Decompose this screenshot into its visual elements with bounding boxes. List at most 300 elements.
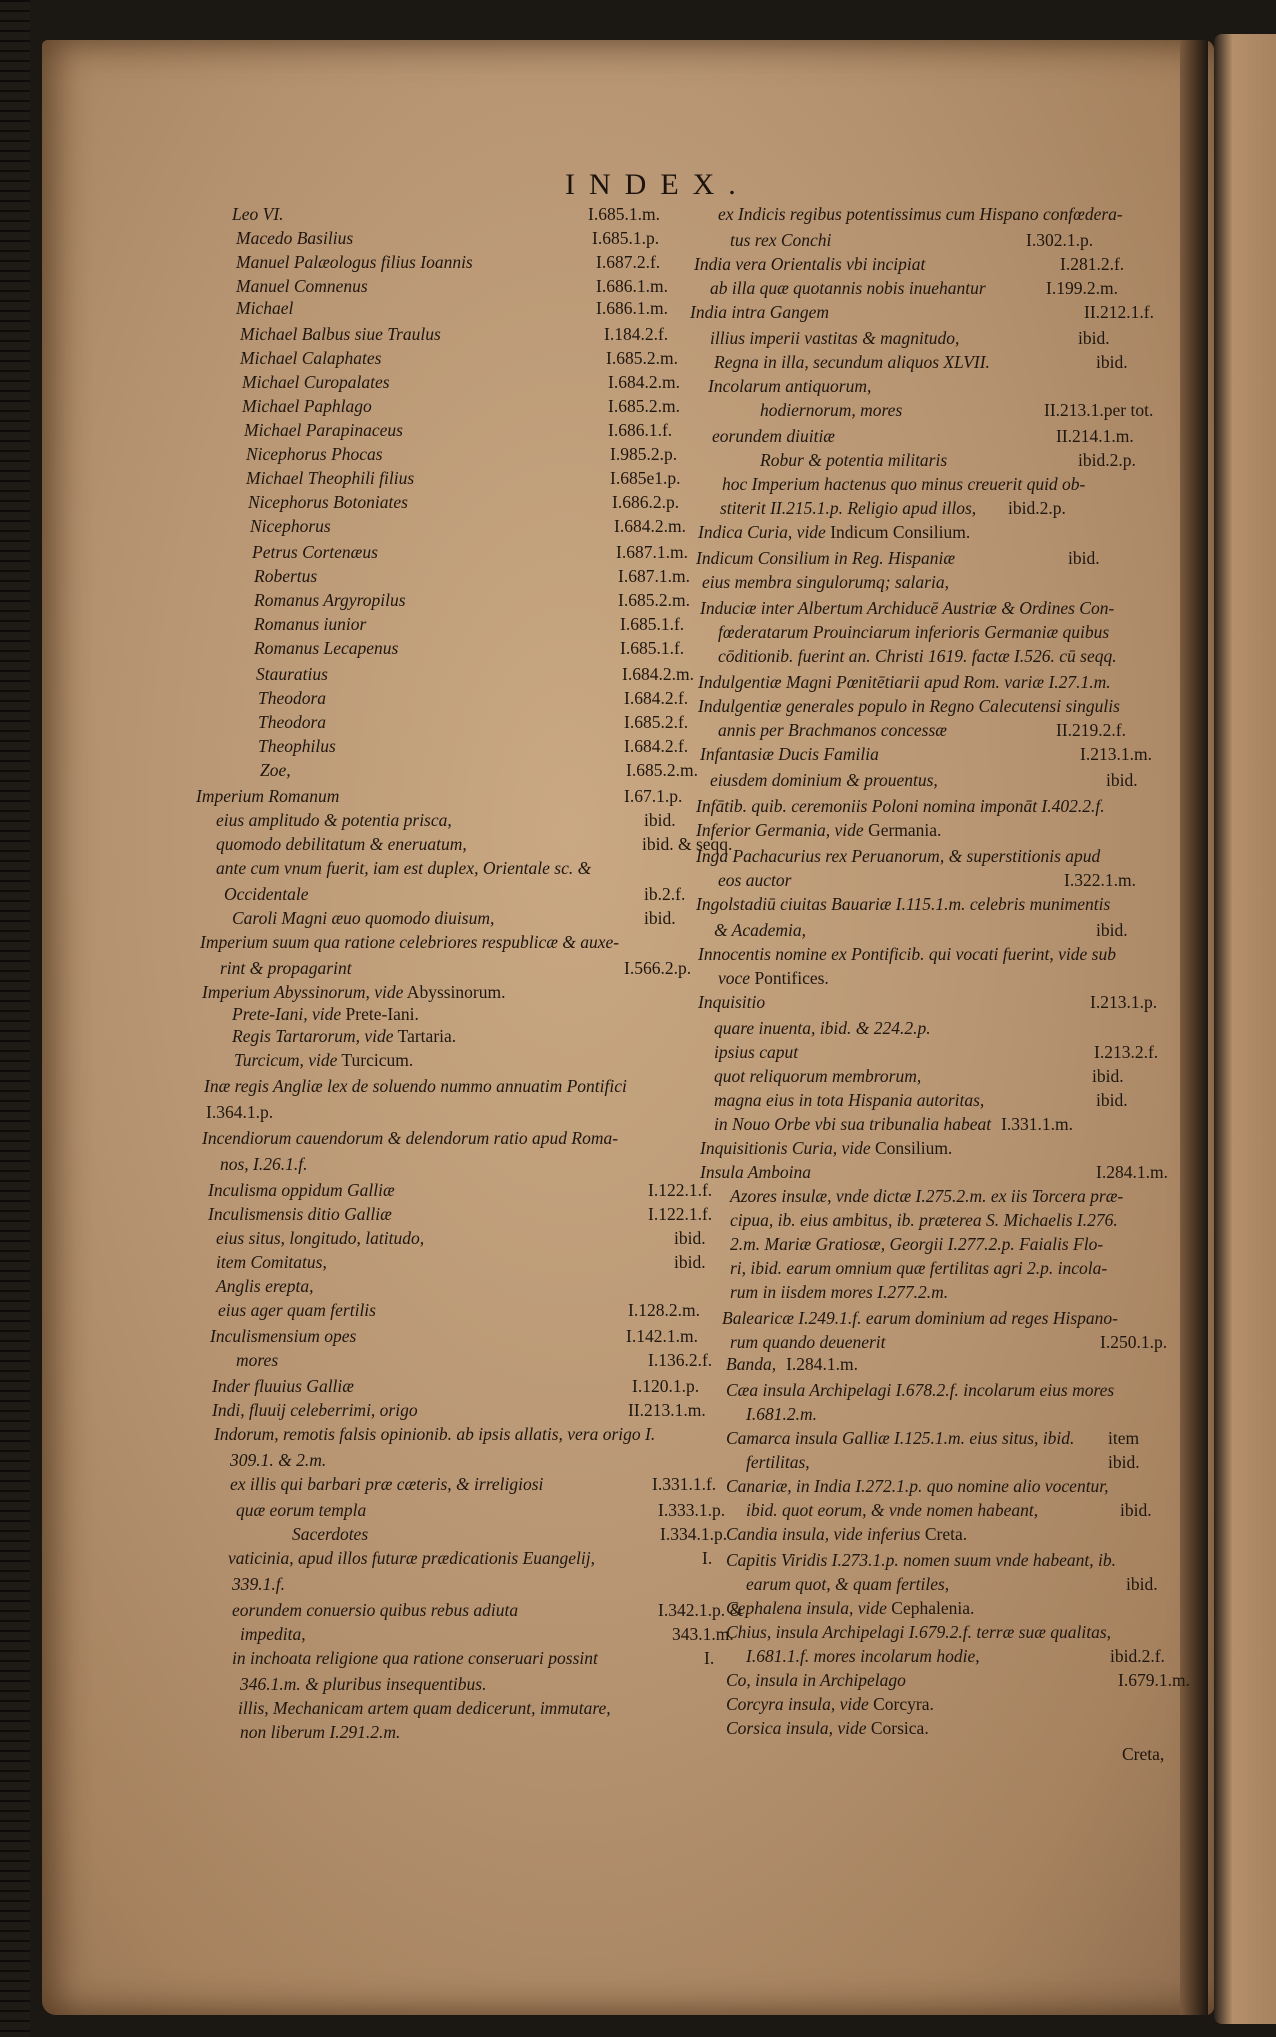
entry-page-ref: I.685e1.p. — [610, 468, 681, 488]
entry-text: Romanus Lecapenus — [254, 638, 399, 658]
index-entry — [696, 796, 1105, 816]
entry-text: Robertus — [254, 566, 318, 586]
index-entry — [700, 1138, 952, 1158]
entry-text: Macedo Basilius — [236, 228, 354, 248]
entry-page-ref: I.250.1.p. — [1100, 1332, 1168, 1352]
entry-page-ref: ibid. — [1120, 1500, 1152, 1520]
entry-page-ref: ibid.2.f. — [1110, 1646, 1165, 1666]
index-entry — [236, 1500, 726, 1520]
entry-text: Co, insula in Archipelago — [726, 1670, 906, 1690]
entry-text: Zoe, — [260, 760, 291, 780]
entry-text: item Comitatus, — [216, 1252, 327, 1272]
index-entry — [248, 492, 680, 512]
entry-text: vaticinia, apud illos futuræ prædicationis Euangelij, — [228, 1548, 596, 1568]
entry-text: Michael Paphlago — [242, 396, 372, 416]
index-entry — [730, 1234, 1103, 1254]
index-entry — [698, 992, 1158, 1012]
entry-text: Canariæ, in India I.272.1.p. quo nomine alio vocentur, — [726, 1476, 1109, 1496]
index-entry — [700, 598, 1114, 618]
entry-text: Manuel Comnenus — [236, 276, 368, 296]
entry-text: Incendiorum cauendorum & delendorum ratio apud Roma- — [202, 1128, 619, 1148]
entry-text: Indica Curia, vide — [698, 522, 826, 542]
index-entry — [224, 884, 686, 904]
entry-text: cipua, ib. eius ambitus, ib. præterea S. Michaelis I.276. — [730, 1210, 1118, 1230]
index-entry — [240, 1722, 400, 1742]
index-entry — [718, 870, 1136, 890]
entry-text: quæ eorum templa — [236, 1500, 367, 1520]
index-entry — [230, 1474, 717, 1494]
index-entry — [236, 252, 661, 272]
entry-cross-reference: Pontifices. — [750, 968, 829, 988]
entry-page-ref: I.685.2.m. — [606, 348, 678, 368]
entry-text: Manuel Palæologus filius Ioannis — [236, 252, 473, 272]
index-entry — [718, 646, 1117, 666]
entry-page-ref: I.685.2.m. — [626, 760, 698, 780]
entry-text: eius amplitudo & potentia prisca, — [216, 810, 452, 830]
entry-page-ref: I.685.2.m. — [618, 590, 690, 610]
entry-text: ibid. quot eorum, & vnde nomen habeant, — [746, 1500, 1039, 1520]
index-entry — [214, 1424, 655, 1444]
entry-page-ref: I.281.2.f. — [1060, 254, 1125, 274]
entry-text: annis per Brachmanos concessæ — [718, 720, 947, 740]
entry-text: illis, Mechanicam artem quam dedicerunt, immutare, — [238, 1698, 611, 1718]
entry-text: Candia insula, vide inferius — [726, 1524, 921, 1544]
entry-text: Michael Theophili filius — [246, 468, 415, 488]
index-entry — [746, 1404, 817, 1424]
index-entry — [228, 1548, 713, 1568]
entry-text: Cæa insula Archipelagi I.678.2.f. incolarum eius mores — [726, 1380, 1115, 1400]
entry-text: Theophilus — [258, 736, 336, 756]
index-entry — [746, 1452, 1140, 1472]
entry-cross-reference: Indicum Consilium. — [825, 522, 971, 542]
entry-page-ref: II.213.1.m. — [628, 1400, 706, 1420]
entry-text: eius situs, longitudo, latitudo, — [216, 1228, 425, 1248]
entry-text: Regna in illa, secundum aliquos XLVII. — [714, 352, 990, 372]
entry-text: Insula Amboina — [700, 1162, 811, 1182]
entry-text: Induciæ inter Albertum Archiducē Austriæ & Ordines Con- — [700, 598, 1115, 618]
index-entry — [746, 1500, 1152, 1520]
entry-text: eius ager quam fertilis — [218, 1300, 376, 1320]
entry-page-ref: I.213.2.f. — [1094, 1042, 1159, 1062]
entry-text: Michael Calaphates — [240, 348, 382, 368]
index-entry — [730, 1258, 1107, 1278]
entry-text: Michael Parapinaceus — [244, 420, 403, 440]
entry-page-ref: ibid.2.p. — [1078, 450, 1136, 470]
index-entry — [726, 1428, 1140, 1448]
index-entry — [258, 688, 689, 708]
entry-page-ref: ibid. — [644, 908, 676, 928]
entry-page-ref: ibid. & seqq. — [642, 834, 733, 854]
index-entry — [710, 278, 1118, 298]
index-entry — [698, 696, 1120, 716]
index-entry — [714, 1018, 931, 1038]
index-entry — [726, 1670, 1190, 1690]
index-entry — [708, 376, 871, 396]
index-entry — [202, 982, 506, 1002]
entry-cross-reference: Consilium. — [870, 1138, 953, 1158]
entry-text: Nicephorus Phocas — [246, 444, 383, 464]
entry-text: mores — [236, 1350, 279, 1370]
entry-text: Nicephorus — [250, 516, 331, 536]
index-entry — [730, 1282, 948, 1302]
entry-text: Incolarum antiquorum, — [708, 376, 872, 396]
index-entry — [212, 1376, 700, 1396]
entry-text: Corsica insula, vide — [726, 1718, 867, 1738]
index-entry — [240, 348, 678, 368]
entry-page-ref: I.342.1.p. & — [658, 1600, 744, 1620]
entry-text: Caroli Magni æuo quomodo diuisum, — [232, 908, 495, 928]
entry-text: Theodora — [258, 712, 327, 732]
entry-page-ref: I.687.1.m. — [616, 542, 688, 562]
entry-text: rint & propagarint — [220, 958, 352, 978]
entry-page-ref: ibid. — [1078, 328, 1110, 348]
index-entry — [232, 908, 676, 928]
entry-cross-reference: I.364.1.p. — [206, 1102, 274, 1122]
entry-text: ex Indicis regibus potentissimus cum Hispano confœdera- — [718, 204, 1123, 224]
index-entry — [216, 810, 676, 830]
index-entry — [726, 1524, 967, 1544]
entry-page-ref: item — [1108, 1428, 1140, 1448]
entry-text: I.681.2.m. — [746, 1404, 817, 1424]
index-entry — [698, 672, 1111, 692]
index-entry — [722, 1308, 1118, 1328]
index-entry — [746, 1646, 1165, 1666]
index-entry — [696, 548, 1100, 568]
index-entry — [236, 228, 660, 248]
entry-page-ref: I.566.2.p. — [624, 958, 692, 978]
entry-text: Inæ regis Angliæ lex de soluendo nummo annuatim Pontifici — [204, 1076, 627, 1096]
index-entry — [714, 1090, 1128, 1110]
entry-text: voce — [718, 968, 751, 988]
index-entry — [240, 1674, 486, 1694]
entry-text: Indulgentiæ Magni Pœnitētiarii apud Rom. variæ I.27.1.m. — [698, 672, 1111, 692]
entry-cross-reference: Corcyra. — [868, 1694, 934, 1714]
index-entry — [246, 444, 678, 464]
index-entry — [216, 1228, 706, 1248]
index-entry — [216, 858, 591, 878]
entry-page-ref: I.199.2.m. — [1046, 278, 1118, 298]
entry-text: Chius, insula Archipelagi I.679.2.f. terræ suæ qualitas, — [726, 1622, 1112, 1642]
entry-text: Inferior Germania, vide — [696, 820, 864, 840]
entry-text: Balearicæ I.249.1.f. earum dominium ad reges Hispano- — [722, 1308, 1118, 1328]
index-entry — [730, 1332, 1168, 1352]
entry-text: Michael — [236, 298, 294, 318]
entry-text: nos, I.26.1.f. — [220, 1154, 308, 1174]
entry-page-ref: I.686.1.f. — [608, 420, 673, 440]
entry-text: hoc Imperium hactenus quo minus creuerit quid ob- — [722, 474, 1086, 494]
entry-text: Romanus iunior — [254, 614, 367, 634]
index-entry — [710, 328, 1110, 348]
index-entry — [696, 846, 1100, 866]
entry-page-ref: I.122.1.f. — [648, 1180, 713, 1200]
index-entry — [230, 1450, 326, 1470]
entry-text: Anglis erepta, — [216, 1276, 314, 1296]
entry-text: Indi, fluuij celeberrimi, origo — [212, 1400, 418, 1420]
entry-page-ref: I. — [702, 1548, 713, 1568]
entry-text: eorundem conuersio quibus rebus adiuta — [232, 1600, 519, 1620]
entry-text: Inga Pachacurius rex Peruanorum, & superstitionis apud — [696, 846, 1101, 866]
entry-text: Stauratius — [256, 664, 328, 684]
entry-page-ref: I.302.1.p. — [1026, 230, 1094, 250]
entry-text: Inculismensium opes — [210, 1326, 357, 1346]
index-entry — [240, 324, 669, 344]
entry-text: Indicum Consilium in Reg. Hispaniæ — [696, 548, 956, 568]
index-entry — [698, 522, 970, 542]
index-entry — [232, 1574, 285, 1594]
index-entry — [726, 1380, 1114, 1400]
index-entry — [216, 834, 733, 854]
index-entry — [718, 720, 1126, 740]
entry-page-ref: I.985.2.p. — [610, 444, 678, 464]
entry-page-ref: I.322.1.m. — [1064, 870, 1136, 890]
entry-text: Cephalena insula, vide — [726, 1598, 887, 1618]
entry-text: quot reliquorum membrorum, — [714, 1066, 922, 1086]
index-entry — [208, 1204, 713, 1224]
entry-text: Robur & potentia militaris — [760, 450, 948, 470]
entry-text: Inder fluuius Galliæ — [212, 1376, 354, 1396]
index-entry — [760, 400, 1154, 420]
index-entry — [726, 1694, 934, 1714]
next-page-edge — [1214, 34, 1276, 2024]
entry-page-ref: II.219.2.f. — [1056, 720, 1126, 740]
entry-text: Imperium Romanum — [196, 786, 340, 806]
entry-page-ref: I.142.1.m. — [626, 1326, 698, 1346]
index-entry — [212, 1400, 706, 1420]
index-entry — [730, 1186, 1123, 1206]
index-entry — [698, 944, 1116, 964]
entry-text: impedita, — [240, 1624, 306, 1644]
entry-text: Imperium suum qua ratione celebriores respublicæ & auxe- — [200, 932, 620, 952]
entry-cross-reference: Abyssinorum. — [403, 982, 506, 1002]
index-entry — [694, 254, 1125, 274]
entry-page-ref: I.334.1.p. — [660, 1524, 728, 1544]
entry-text: Occidentale — [224, 884, 309, 904]
entry-page-ref: I.687.2.f. — [596, 252, 661, 272]
index-entry — [232, 1004, 419, 1024]
entry-text: 339.1.f. — [232, 1574, 285, 1594]
index-entry — [696, 894, 1110, 914]
entry-page-ref: ibid. — [1068, 548, 1100, 568]
index-entry — [236, 1350, 713, 1370]
index-entry — [714, 920, 1128, 940]
entry-page-ref: I.333.1.p. — [658, 1500, 726, 1520]
entry-page-ref: I.686.1.m. — [596, 298, 668, 318]
index-entry — [714, 1042, 1159, 1062]
entry-page-ref: I.687.1.m. — [618, 566, 690, 586]
entry-page-ref: I.213.1.m. — [1080, 744, 1152, 764]
entry-text: Inculismensis ditio Galliæ — [208, 1204, 392, 1224]
entry-text: 346.1.m. & pluribus insequentibus. — [240, 1674, 487, 1694]
index-entry — [232, 1600, 744, 1620]
index-entry — [240, 1624, 734, 1644]
index-entry — [204, 1076, 627, 1096]
entry-page-ref: I.67.1.p. — [624, 786, 683, 806]
entry-page-ref: ib.2.f. — [644, 884, 686, 904]
entry-text: quomodo debilitatum & eneruatum, — [216, 834, 467, 854]
entry-text: eius membra singulorumq; salaria, — [702, 572, 949, 592]
entry-page-ref: ibid. — [1096, 1090, 1128, 1110]
entry-page-ref: ibid. — [1092, 1066, 1124, 1086]
entry-page-ref: I.685.2.f. — [624, 712, 689, 732]
scanner-ruler — [0, 0, 30, 2037]
entry-text: fœderatarum Prouinciarum inferioris Germaniæ quibus — [718, 622, 1110, 642]
entry-text: India vera Orientalis vbi incipiat — [694, 254, 926, 274]
entry-text: eorundem diuitiæ — [712, 426, 835, 446]
entry-text: ri, ibid. earum omnium quæ fertilitas agri 2.p. incola- — [730, 1258, 1108, 1278]
index-entry — [254, 590, 690, 610]
index-entry — [760, 450, 1136, 470]
index-entry — [202, 1128, 618, 1148]
entry-text: 309.1. & 2.m. — [230, 1450, 327, 1470]
index-entry — [726, 1718, 929, 1738]
index-entry — [232, 204, 660, 224]
entry-text: Infātib. quib. ceremoniis Poloni nomina imponāt I.402.2.f. — [696, 796, 1105, 816]
entry-cross-reference: Turcicum. — [337, 1050, 414, 1070]
entry-text: Inquisitio — [698, 992, 766, 1012]
entry-text: Inculisma oppidum Galliæ — [208, 1180, 395, 1200]
entry-page-ref: I.684.2.m. — [608, 372, 680, 392]
entry-page-ref: I.184.2.f. — [604, 324, 669, 344]
entry-page-ref: I.122.1.f. — [648, 1204, 713, 1224]
index-entry — [256, 664, 694, 684]
entry-text: Theodora — [258, 688, 327, 708]
entry-text: cōditionib. fuerint an. Christi 1619. factæ I.526. cū seqq. — [718, 646, 1117, 666]
index-entry — [206, 1102, 273, 1122]
entry-page-ref: ibid. — [1126, 1574, 1158, 1594]
entry-text: ipsius caput — [714, 1042, 799, 1062]
index-entry — [216, 1252, 706, 1272]
entry-text: quare inuenta, ibid. & 224.2.p. — [714, 1018, 931, 1038]
index-entry — [232, 1026, 456, 1046]
entry-page-ref: ibid. — [644, 810, 676, 830]
index-entry — [252, 542, 688, 562]
entry-page-ref: I.685.2.m. — [608, 396, 680, 416]
entry-text: Indorum, remotis falsis opinionib. ab ipsis allatis, vera origo I. — [214, 1424, 656, 1444]
entry-text: rum quando deuenerit — [730, 1332, 886, 1352]
entry-page-ref: ibid. — [1096, 352, 1128, 372]
entry-page-ref: I.213.1.p. — [1090, 992, 1158, 1012]
entry-text: Turcicum, vide — [234, 1050, 338, 1070]
entry-text: earum quot, & quam fertiles, — [746, 1574, 950, 1594]
index-entry — [242, 372, 680, 392]
index-entry — [700, 744, 1152, 764]
entry-page-ref: I.686.2.p. — [612, 492, 680, 512]
entry-page-ref: I.331.1.f. — [652, 1474, 717, 1494]
entry-page-ref: I.685.1.p. — [592, 228, 660, 248]
index-entry — [702, 572, 949, 592]
entry-text: 2.m. Mariæ Gratiosæ, Georgii I.277.2.p. Faialis Flo- — [730, 1234, 1104, 1254]
index-entry — [234, 1050, 413, 1070]
index-entry — [242, 396, 680, 416]
entry-page-ref: I.284.1.m. — [1096, 1162, 1168, 1182]
index-entry — [246, 468, 681, 488]
index-entry — [726, 1476, 1109, 1496]
entry-cross-reference: Prete-Iani. — [341, 1004, 419, 1024]
entry-page-ref: I.679.1.m. — [1118, 1670, 1190, 1690]
entry-page-ref: ibid.2.p. — [1008, 498, 1066, 518]
index-entry — [718, 204, 1123, 224]
index-entry — [718, 622, 1109, 642]
index-entry — [236, 298, 668, 318]
index-entry — [726, 1622, 1111, 1642]
entry-text: tus rex Conchi — [730, 230, 832, 250]
index-entry — [710, 770, 1138, 790]
index-entry — [236, 276, 668, 296]
index-entry — [260, 760, 698, 780]
index-entry — [720, 498, 1066, 518]
index-entry — [250, 516, 686, 536]
entry-text: magna eius in tota Hispania autoritas, — [714, 1090, 985, 1110]
entry-text: Banda, — [726, 1354, 777, 1374]
entry-text: Michael Balbus siue Traulus — [240, 324, 441, 344]
entry-page-ref: I.284.1.m. — [786, 1354, 859, 1374]
entry-page-ref: ibid. — [674, 1228, 706, 1248]
index-entry — [730, 1210, 1118, 1230]
entry-text: Imperium Abyssinorum, vide — [202, 982, 404, 1002]
index-entry — [244, 420, 673, 440]
entry-page-ref: ibid. — [674, 1252, 706, 1272]
entry-text: ante cum vnum fuerit, iam est duplex, Orientale sc. & — [216, 858, 592, 878]
index-entry — [232, 1648, 715, 1668]
index-entry — [714, 352, 1128, 372]
entry-page-ref: II.212.1.f. — [1084, 302, 1154, 322]
entry-text: Regis Tartarorum, vide — [232, 1026, 394, 1046]
index-entry — [254, 614, 685, 634]
entry-text: Leo VI. — [232, 204, 284, 224]
entry-text: Romanus Argyropilus — [254, 590, 406, 610]
index-entry — [292, 1524, 728, 1544]
entry-page-ref: II.214.1.m. — [1056, 426, 1134, 446]
entry-text: & Academia, — [714, 920, 807, 940]
entry-text: Capitis Viridis I.273.1.p. nomen suum vnde habeant, ib. — [726, 1550, 1116, 1570]
entry-text: fertilitas, — [746, 1452, 810, 1472]
entry-page-ref: I.686.1.m. — [596, 276, 668, 296]
entry-text: in inchoata religione qua ratione conseruari possint — [232, 1648, 598, 1668]
index-entry — [714, 1114, 1073, 1134]
entry-text: Prete-Iani, vide — [232, 1004, 342, 1024]
entry-text: illius imperii vastitas & magnitudo, — [710, 328, 960, 348]
index-entry — [210, 1326, 698, 1346]
entry-text: hodiernorum, mores — [760, 400, 903, 420]
entry-text: Ingolstadiū ciuitas Bauariæ I.115.1.m. celebris munimentis — [696, 894, 1111, 914]
index-entry — [730, 230, 1094, 250]
entry-text: stiterit II.215.1.p. Religio apud illos, — [720, 498, 977, 518]
entry-cross-reference: Corsica. — [866, 1718, 929, 1738]
index-entry — [726, 1550, 1116, 1570]
index-entry — [722, 474, 1085, 494]
index-entry — [714, 1066, 1124, 1086]
index-entry — [200, 932, 619, 952]
entry-text: non liberum I.291.2.m. — [240, 1722, 401, 1742]
index-entry — [726, 1598, 974, 1618]
entry-text: in Nouo Orbe vbi sua tribunalia habeat — [714, 1114, 992, 1134]
entry-page-ref: Creta, — [1122, 1744, 1165, 1764]
entry-text: Corcyra insula, vide — [726, 1694, 869, 1714]
entry-text: Michael Curopalates — [242, 372, 390, 392]
index-entry — [696, 820, 941, 840]
entry-page-ref: 343.1.m. — [672, 1624, 734, 1644]
entry-text: Inquisitionis Curia, vide — [700, 1138, 871, 1158]
entry-text: rum in iisdem mores I.277.2.m. — [730, 1282, 949, 1302]
page-title: INDEX. — [565, 168, 750, 201]
entry-text: Sacerdotes — [292, 1524, 369, 1544]
index-entry — [700, 1162, 1168, 1182]
index-entry — [208, 1180, 713, 1200]
entry-cross-reference: Tartaria. — [393, 1026, 457, 1046]
index-entry — [712, 426, 1134, 446]
entry-page-ref: I.685.1.m. — [588, 204, 660, 224]
entry-text: I.681.1.f. mores incolarum hodie, — [746, 1646, 980, 1666]
